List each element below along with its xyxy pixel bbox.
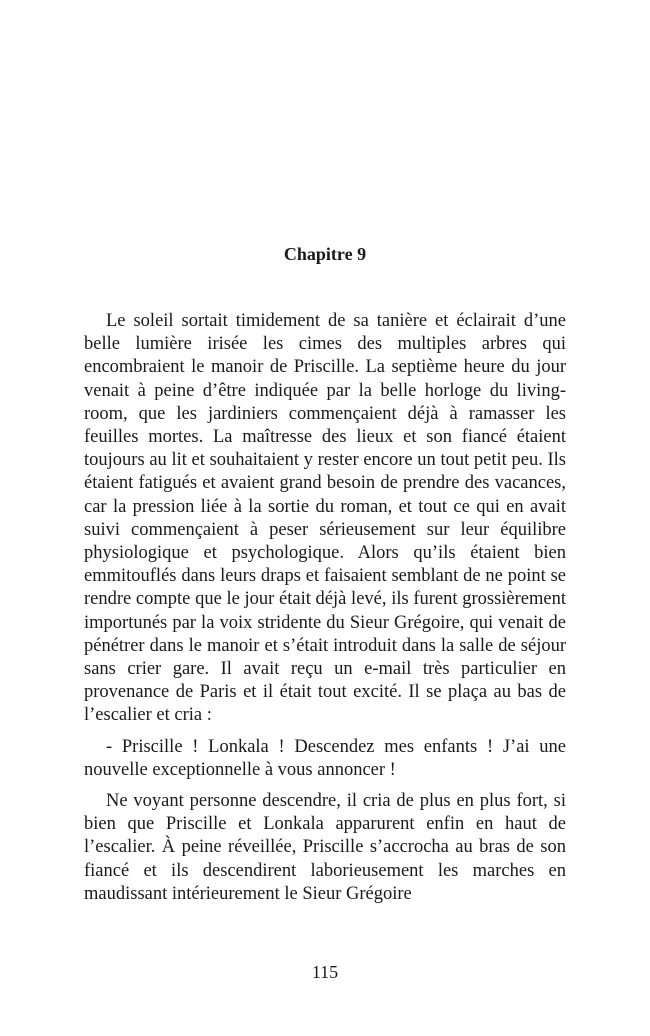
paragraph-2: - Priscille ! Lonkala ! Descendez mes enfants ! J’ai une nouvelle exceptionnelle à vous annoncer ! <box>84 736 566 780</box>
body-text <box>84 310 566 914</box>
paragraph-1: Le soleil sortait timidement de sa tanière et éclairait d’une belle lumière irisée les cimes des multiples arbres qui encombraient le manoir de Priscille. La septième heure du jour venait à peine d’être indiquée par la belle horloge du living-room, que les jardiniers commençaient déjà à ramasser les feuilles mortes. La maîtresse des lieux et son fiancé étaient toujours au lit et souhaitaient y rester encore un tout petit peu. Ils étaient fatigués et avaient grand besoin de prendre des vacances, car la pression liée à la sortie du roman, et tout ce qui en avait suivi commençaient à peser sérieusement sur leur équilibre physiologique et psychologique. Alors qu’ils étaient bien emmitouflés dans leurs draps et faisaient semblant de ne point se rendre compte que le jour était déjà levé, ils furent grossièrement importunés par la voix stridente du Sieur Grégoire, qui venait de pénétrer dans le manoir et s’était introduit dans la salle de séjour sans crier gare. Il avait reçu un e-mail très particulier en provenance de Paris et il était tout excité. Il se plaça au bas de l’escalier et cria : <box>84 311 566 726</box>
paragraph-3: Ne voyant personne descendre, il cria de plus en plus fort, si bien que Priscille et Lonkala apparurent enfin en haut de l’escalier. À peine réveillée, Priscille s’accrocha au bras de son fiancé et ils descendirent laborieusement les marches en maudissant intérieurement le Sieur Grégoire <box>84 791 566 904</box>
chapter-title: Chapitre 9 <box>283 244 367 264</box>
page-number: 115 <box>311 962 339 982</box>
